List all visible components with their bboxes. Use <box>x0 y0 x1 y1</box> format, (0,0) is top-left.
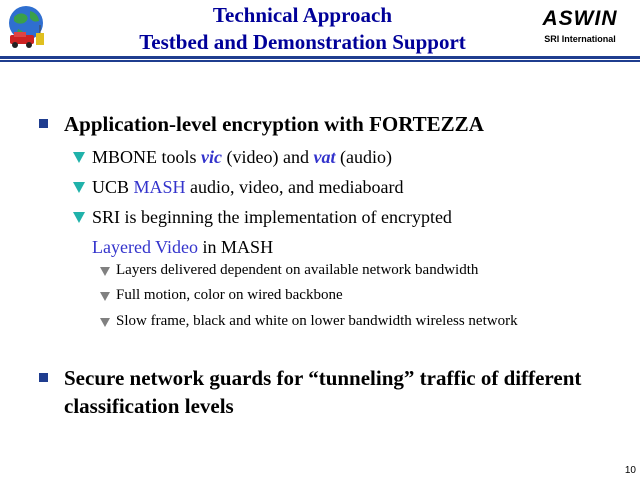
header-rule <box>0 56 640 59</box>
globe-with-vehicle-icon <box>4 3 48 51</box>
highlight-term: MASH <box>133 177 186 197</box>
triangle-bullet-icon <box>100 318 110 327</box>
text-run: SRI is beginning the implementation of encrypted <box>92 207 452 227</box>
triangle-bullet-icon <box>73 152 85 163</box>
bullet-text: Application-level encryption with FORTEZZA <box>64 112 484 136</box>
highlight-term: vic <box>201 147 222 167</box>
text-run: in MASH <box>198 237 274 257</box>
slide-header <box>0 0 640 60</box>
subsubbullet-text: Slow frame, black and white on lower bandwidth wireless network <box>116 313 518 329</box>
brand-logo <box>528 7 634 49</box>
header-rule-thin <box>0 60 640 62</box>
subsubbullet-text: Full motion, color on wired backbone <box>116 287 343 303</box>
text-run: (audio) <box>335 147 392 167</box>
highlight-term: vat <box>313 147 336 167</box>
page-number: 10 <box>624 465 636 476</box>
subbullet-text <box>92 142 592 172</box>
text-run: (video) and <box>222 147 314 167</box>
square-bullet-icon <box>39 373 48 382</box>
text-run: UCB <box>92 177 134 197</box>
brand-name: ASWIN <box>542 7 618 30</box>
triangle-bullet-icon <box>73 182 85 193</box>
title-line-1: Technical Approach <box>212 3 393 27</box>
bullet-text: Secure network guards for “tunneling” traffic of different classification levels <box>64 366 582 418</box>
triangle-bullet-icon <box>100 267 110 276</box>
slide-title <box>60 2 545 56</box>
highlight-term: Layered Video <box>92 237 199 257</box>
subsubbullet-text: Layers delivered dependent on available network bandwidth <box>116 262 479 278</box>
text-run: audio, video, and mediaboard <box>185 177 404 197</box>
triangle-bullet-icon <box>73 212 85 223</box>
square-bullet-icon <box>39 119 48 128</box>
title-line-2: Testbed and Demonstration Support <box>139 30 466 54</box>
text-run: MBONE tools <box>92 147 202 167</box>
triangle-bullet-icon <box>100 292 110 301</box>
subbullet-text <box>92 172 592 202</box>
subbullet-text <box>92 202 592 262</box>
brand-subtitle: SRI International <box>544 34 616 44</box>
